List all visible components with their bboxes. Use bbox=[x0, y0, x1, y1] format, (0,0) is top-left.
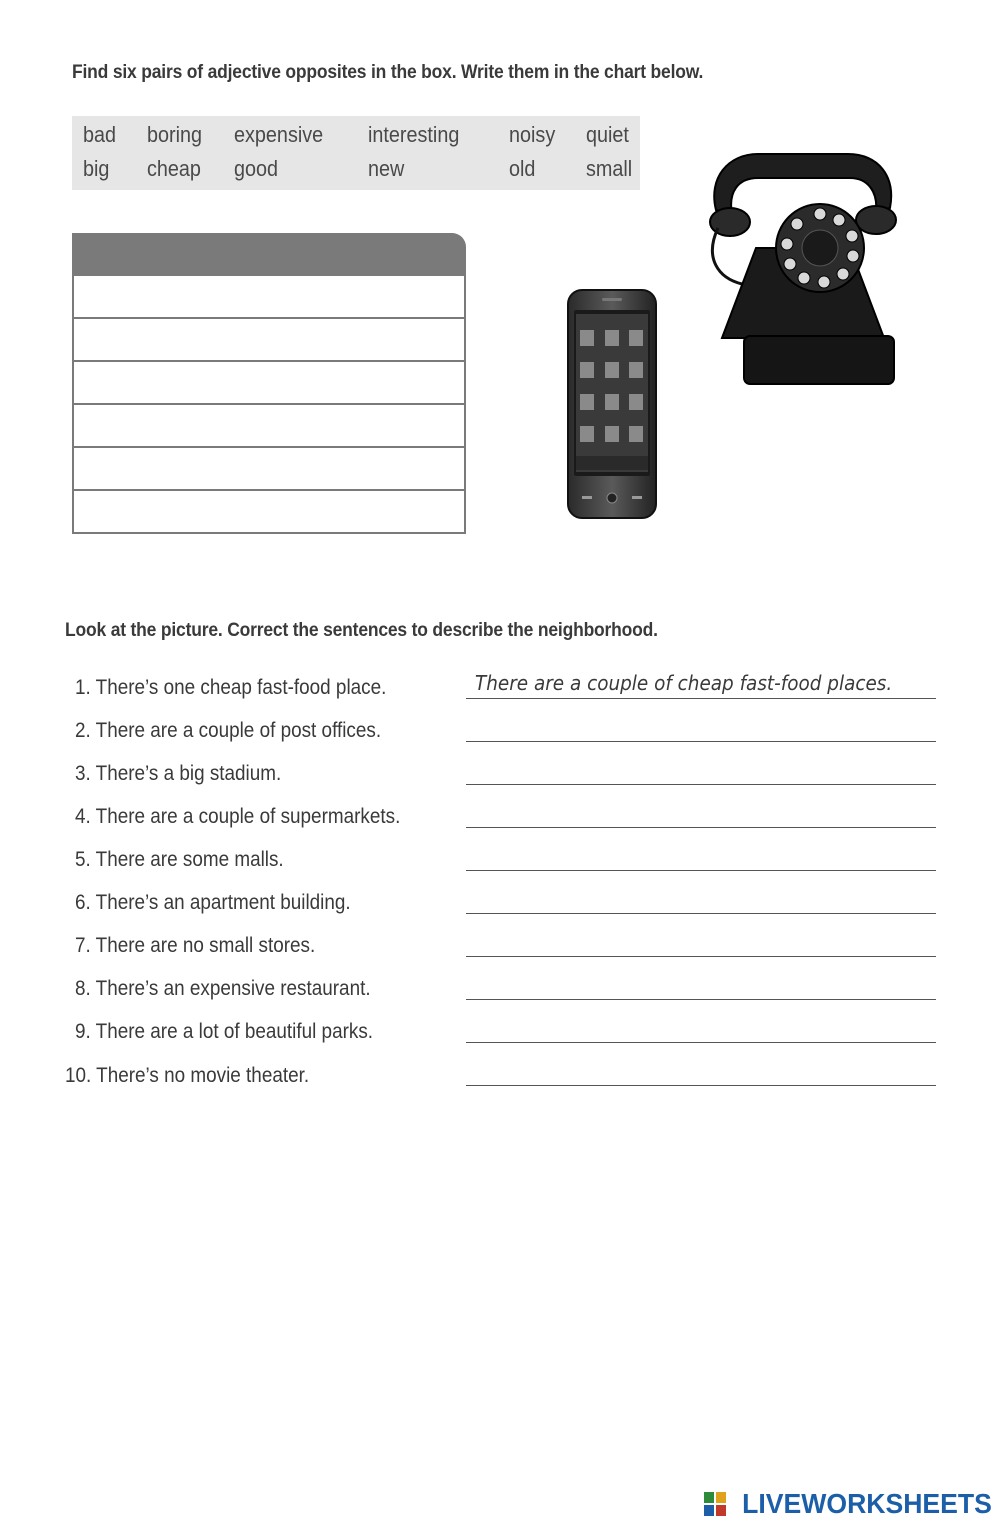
answer-line-3[interactable] bbox=[466, 784, 936, 785]
word-expensive: expensive bbox=[234, 122, 324, 147]
sentence-8: 8. There’s an expensive restaurant. bbox=[75, 977, 371, 1000]
sentence-10: 10. There’s no movie theater. bbox=[65, 1064, 310, 1087]
chart-row-4[interactable] bbox=[72, 405, 466, 448]
sentence-9: 9. There are a lot of beautiful parks. bbox=[75, 1020, 374, 1043]
word-boring: boring bbox=[147, 122, 203, 147]
liveworksheets-logo-text: LIVEWORKSHEETS bbox=[742, 1488, 992, 1519]
answer-line-1 bbox=[466, 698, 936, 699]
word-old: old bbox=[509, 156, 536, 181]
sentence-3: 3. There’s a big stadium. bbox=[75, 762, 282, 785]
answer-line-9[interactable] bbox=[466, 1042, 936, 1043]
answer-line-4[interactable] bbox=[466, 827, 936, 828]
word-cheap: cheap bbox=[147, 156, 201, 181]
sentence-4: 4. There are a couple of supermarkets. bbox=[75, 805, 401, 828]
rotary-telephone-image bbox=[708, 148, 898, 388]
opposites-chart bbox=[72, 233, 466, 535]
word-big: big bbox=[83, 156, 110, 181]
word-good: good bbox=[234, 156, 279, 181]
word-quiet: quiet bbox=[586, 122, 629, 147]
chart-row-2[interactable] bbox=[72, 319, 466, 362]
word-small: small bbox=[586, 156, 633, 181]
liveworksheets-logo bbox=[704, 1488, 992, 1520]
sentence-6: 6. There’s an apartment building. bbox=[75, 891, 351, 914]
exercise2-instruction: Look at the picture. Correct the sentences to describe the neighborhood. bbox=[65, 620, 658, 641]
word-bad: bad bbox=[83, 122, 117, 147]
word-noisy: noisy bbox=[509, 122, 556, 147]
word-new: new bbox=[368, 156, 405, 181]
sentence-7: 7. There are no small stores. bbox=[75, 934, 316, 957]
word-interesting: interesting bbox=[368, 122, 460, 147]
exercise1-instruction: Find six pairs of adjective opposites in the box. Write them in the chart below. bbox=[72, 62, 704, 83]
answer-line-2[interactable] bbox=[466, 741, 936, 742]
answer-line-5[interactable] bbox=[466, 870, 936, 871]
smartphone-image bbox=[566, 288, 658, 520]
answer-line-8[interactable] bbox=[466, 999, 936, 1000]
answer-line-10[interactable] bbox=[466, 1085, 936, 1086]
chart-header bbox=[72, 233, 466, 276]
word-box bbox=[72, 116, 640, 190]
chart-row-6[interactable] bbox=[72, 491, 466, 534]
example-answer: There are a couple of cheap fast-food places. bbox=[475, 671, 893, 695]
answer-line-6[interactable] bbox=[466, 913, 936, 914]
sentence-2: 2. There are a couple of post offices. bbox=[75, 719, 382, 742]
chart-row-1[interactable] bbox=[72, 276, 466, 319]
sentence-1: 1. There’s one cheap fast-food place. bbox=[75, 676, 387, 699]
chart-row-3[interactable] bbox=[72, 362, 466, 405]
liveworksheets-logo-icon bbox=[704, 1492, 726, 1516]
answer-line-7[interactable] bbox=[466, 956, 936, 957]
sentence-5: 5. There are some malls. bbox=[75, 848, 284, 871]
chart-row-5[interactable] bbox=[72, 448, 466, 491]
